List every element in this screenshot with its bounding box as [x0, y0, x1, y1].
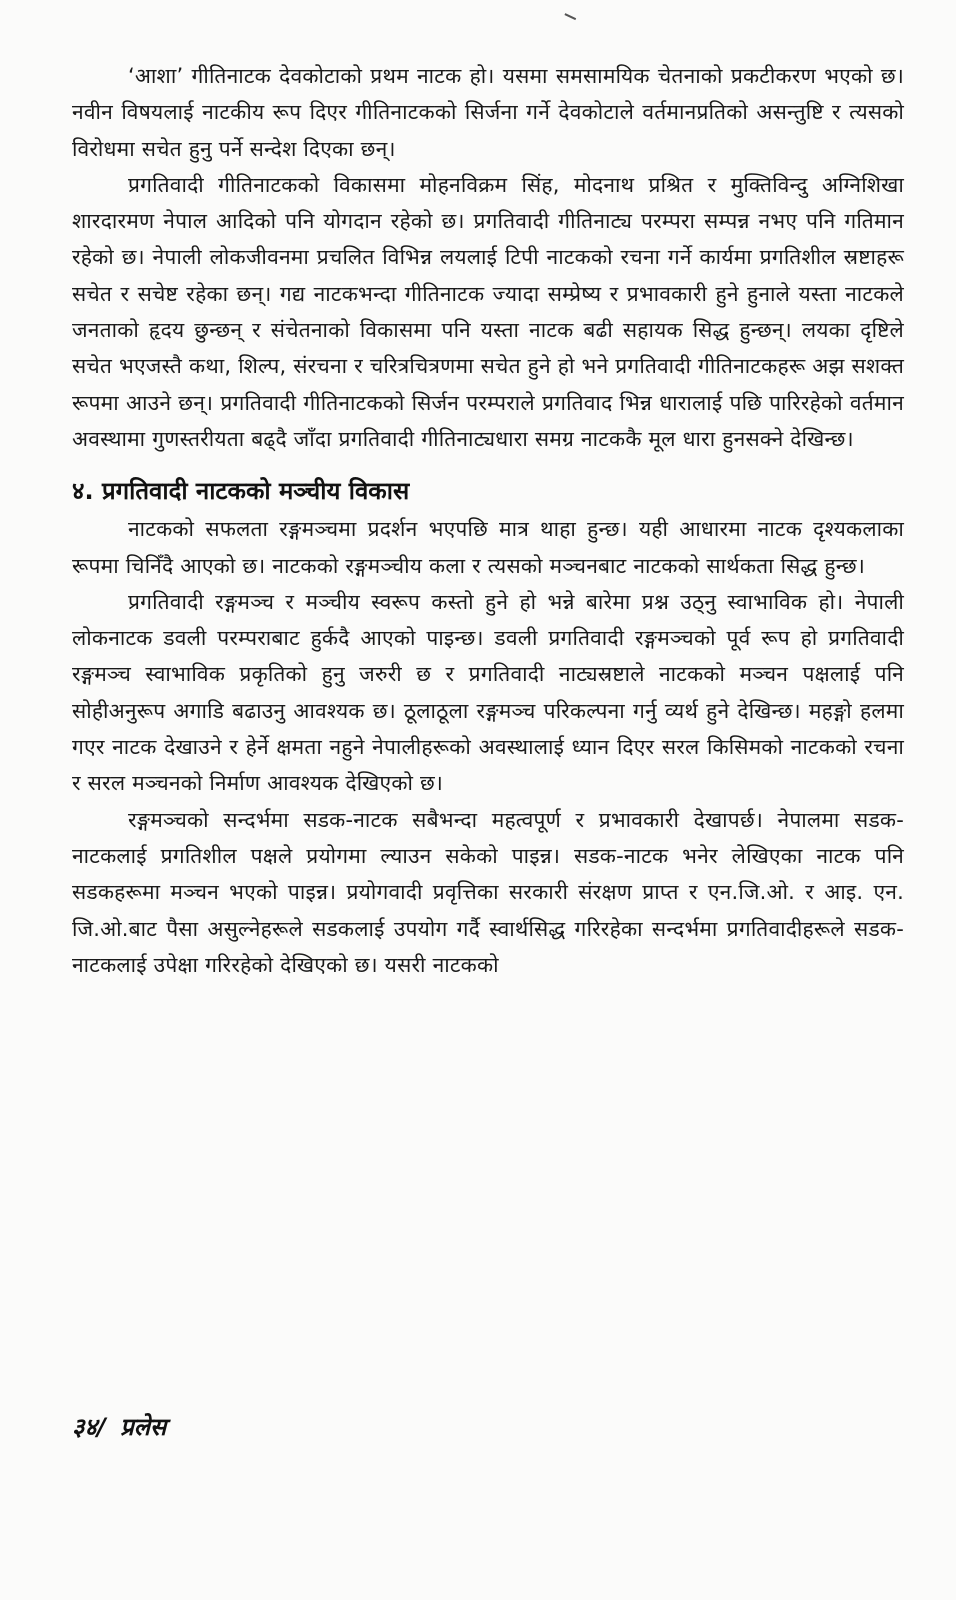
section-heading: ४. प्रगतिवादी नाटकको मञ्चीय विकास [72, 477, 410, 506]
paragraph-drama-success: नाटकको सफलता रङ्गमञ्चमा प्रदर्शन भएपछि मात्र थाहा हुन्छ। यही आधारमा नाटक दृश्यकलाका रूपमा चिनिँदै आएको छ। नाटकको रङ्गमञ्चीय कला र त्यसको मञ्चनबाट नाटकको सार्थकता सिद्ध हुन्छ। [72, 517, 904, 578]
paragraph-progressive-theatre: प्रगतिवादी रङ्गमञ्च र मञ्चीय स्वरूप कस्तो हुने हो भन्ने बारेमा प्रश्न उठ्नु स्वाभाविक हो। नेपाली लोकनाटक डवली परम्पराबाट हुर्कदै आएको पाइन्छ। डवली प्रगतिवादी रङ्गमञ्चको पूर्व रूप हो प्रगतिवादी रङ्गमञ्च स्वाभाविक प्रकृतिको हुनु जरुरी छ र प्रगतिवादी नाट्यस्रष्टाले नाटकको मञ्चन पक्षलाई पनि सोहीअनुरूप अगाडि बढाउनु आवश्यक छ। ठूलाठूला रङ्गमञ्च परिकल्पना गर्नु व्यर्थ हुने देखिन्छ। महङ्गो हलमा गएर नाटक देखाउने र हेर्ने क्षमता नहुने नेपालीहरूको अवस्थालाई ध्यान दिएर सरल किसिमको नाटकको रचना र सरल मञ्चनको निर्माण आवश्यक देखिएको छ। [72, 589, 904, 796]
page-number: ३४/ [72, 1413, 106, 1441]
paragraph-street-drama: रङ्गमञ्चको सन्दर्भमा सडक-नाटक सबैभन्दा महत्वपूर्ण र प्रभावकारी देखापर्छ। नेपालमा सडक-नाटकलाई प्रगतिशील पक्षले प्रयोगमा ल्याउन सकेको पाइन्न। सडक-नाटक भनेर लेखिएका नाटक पनि सडकहरूमा मञ्चन भएको पाइन्न। प्रयोगवादी प्रवृत्तिका सरकारी संरक्षण प्राप्त र एन.जि.ओ. र आइ. एन. जि.ओ.बाट पैसा असुल्नेहरूले सडकलाई उपयोग गर्दै स्वार्थसिद्ध गरिरहेका सन्दर्भमा प्रगतिवादीहरूले सडक-नाटकलाई उपेक्षा गरिरहेको देखिएको छ। यसरी नाटकको [72, 807, 904, 977]
journal-name: प्रलेस [120, 1413, 167, 1441]
paragraph-asha-intro: ‘आशा’ गीतिनाटक देवकोटाको प्रथम नाटक हो। यसमा समसामयिक चेतनाको प्रकटीकरण भएको छ। नवीन विषयलाई नाटकीय रूप दिएर गीतिनाटकको सिर्जना गर्ने देवकोटाले वर्तमानप्रतिको असन्तुष्टि र त्यसको विरोधमा सचेत हुनु पर्ने सन्देश दिएका छन्। [72, 64, 904, 161]
page-footer [72, 1410, 172, 1443]
body-text [72, 58, 904, 983]
scan-speck [564, 6, 579, 20]
paragraph-progressive-lyrical-drama: प्रगतिवादी गीतिनाटकको विकासमा मोहनविक्रम सिंह, मोदनाथ प्रश्रित र मुक्तिविन्दु अग्निशिखा शारदारमण नेपाल आदिको पनि योगदान रहेको छ। प्रगतिवादी गीतिनाट्य परम्परा सम्पन्न नभए पनि गतिमान रहेको छ। नेपाली लोकजीवनमा प्रचलित विभिन्न लयलाई टिपी नाटकको रचना गर्ने कार्यमा प्रगतिशील स्रष्टाहरू सचेत र सचेष्ट रहेका छन्। गद्य नाटकभन्दा गीतिनाटक ज्यादा सम्प्रेष्य र प्रभावकारी हुने हुनाले यस्ता नाटकले जनताको हृदय छुन्छन् र संचेतनाको विकासमा पनि यस्ता नाटक बढी सहायक सिद्ध हुन्छन्। लयका दृष्टिले सचेत भएजस्तै कथा, शिल्प, संरचना र चरित्रचित्रणमा सचेत हुने हो भने प्रगतिवादी गीतिनाटकहरू अझ सशक्त रूपमा आउने छन्। प्रगतिवादी गीतिनाटकको सिर्जन परम्पराले प्रगतिवाद भिन्न धारालाई पछि पारिरहेको वर्तमान अवस्थामा गुणस्तरीयता बढ्दै जाँदा प्रगतिवादी गीतिनाट्यधारा समग्र नाटककै मूल धारा हुनसक्ने देखिन्छ। [72, 172, 905, 451]
